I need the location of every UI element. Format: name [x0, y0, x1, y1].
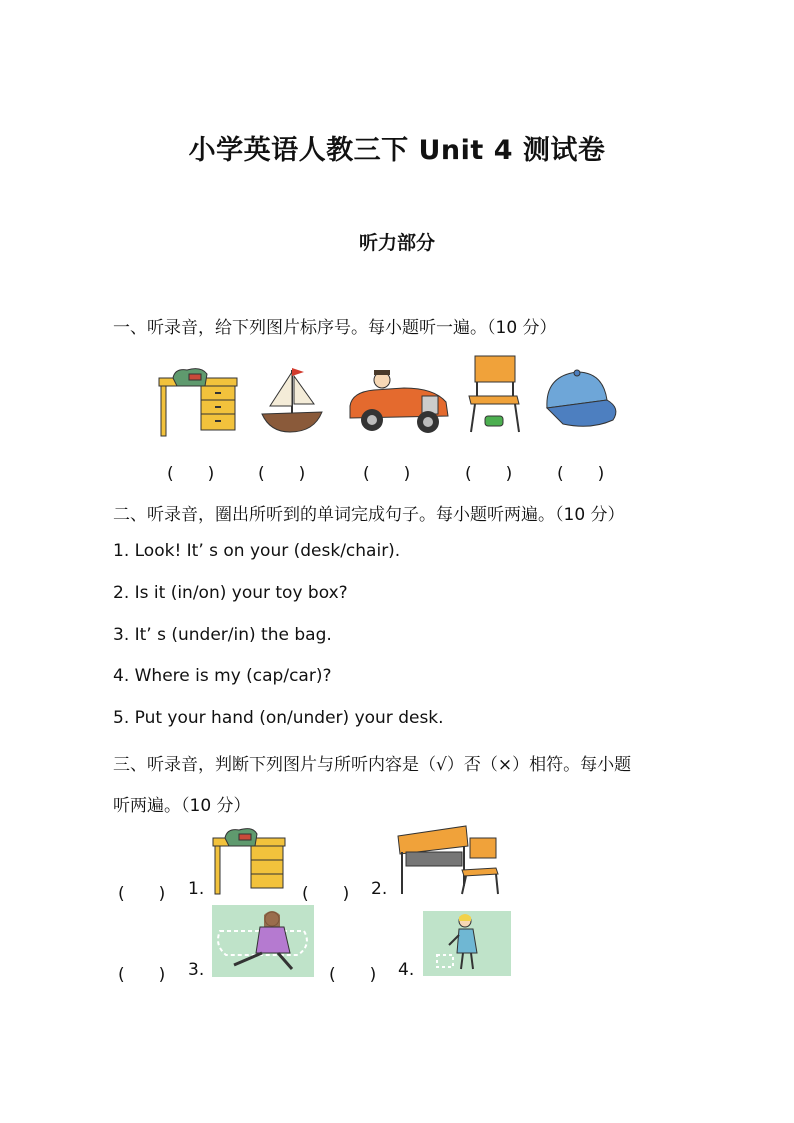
part3-picture-2 [396, 822, 502, 896]
boat-picture [256, 364, 326, 436]
part1-blank-2[interactable]: ( ) [258, 464, 306, 484]
part3-blank-1[interactable]: ( ) [118, 884, 166, 904]
cap-picture [541, 368, 621, 432]
part3-number-4: 4. [398, 960, 415, 980]
part2-item-4: 4. Where is my (cap/car)? [113, 666, 332, 686]
section-title: 听力部分 [358, 232, 435, 254]
chair-picture [465, 352, 523, 436]
part1-blank-5[interactable]: ( ) [557, 464, 605, 484]
part3-picture-4 [423, 911, 511, 976]
part3-picture-1 [211, 826, 287, 896]
part1-instruction: 一、听录音，给下列图片标序号。每小题听一遍。（10 分） [113, 318, 557, 338]
part1-blank-3[interactable]: ( ) [363, 464, 411, 484]
part3-blank-3[interactable]: ( ) [118, 965, 166, 985]
part3-number-2: 2. [371, 879, 388, 899]
part3-blank-4[interactable]: ( ) [329, 965, 377, 985]
part1-blank-4[interactable]: ( ) [465, 464, 513, 484]
part3-instruction: 三、听录音，判断下列图片与所听内容是（√）否（×）相符。每小题 [113, 755, 632, 775]
part2-item-5: 5. Put your hand (on/under) your desk. [113, 708, 444, 728]
part1-blank-1[interactable]: ( ) [167, 464, 215, 484]
car-picture [344, 366, 452, 436]
part3-picture-3 [212, 905, 314, 977]
part3-blank-2[interactable]: ( ) [302, 884, 350, 904]
part2-item-3: 3. It’ s (under/in) the bag. [113, 625, 332, 645]
part2-instruction: 二、听录音，圈出所听到的单词完成句子。每小题听两遍。（10 分） [113, 505, 625, 525]
page-title: 小学英语人教三下 Unit 4 测试卷 [188, 135, 606, 166]
part2-item-1: 1. Look! It’ s on your (desk/chair). [113, 541, 401, 561]
part3-number-1: 1. [188, 879, 205, 899]
desk-picture [157, 364, 239, 438]
part3-number-3: 3. [188, 960, 205, 980]
part2-item-2: 2. Is it (in/on) your toy box? [113, 583, 348, 603]
part3-instruction-cont: 听两遍。（10 分） [113, 796, 251, 816]
